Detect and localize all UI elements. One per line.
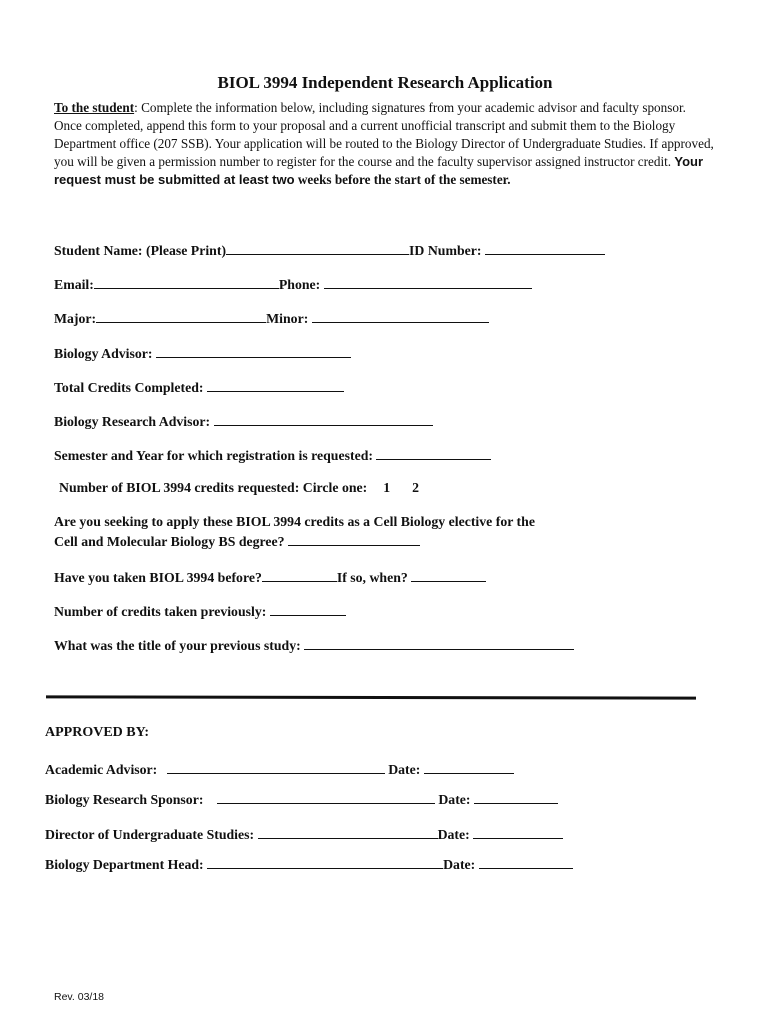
email-label: Email: bbox=[54, 277, 94, 292]
semester-year-label: Semester and Year for which registration is requested: bbox=[54, 448, 377, 463]
director-row bbox=[45, 825, 563, 843]
research-sponsor-label: Biology Research Sponsor: bbox=[45, 792, 207, 807]
credits-requested-label: Number of BIOL 3994 credits requested: Circle one: bbox=[59, 480, 368, 495]
director-date-label: Date: bbox=[437, 827, 474, 842]
if-so-when-field[interactable] bbox=[411, 568, 486, 582]
page-title: BIOL 3994 Independent Research Application bbox=[217, 73, 553, 92]
credits-previously-field[interactable] bbox=[270, 602, 346, 616]
major-label: Major: bbox=[54, 311, 97, 326]
previous-title-field[interactable] bbox=[304, 636, 574, 650]
phone-field[interactable] bbox=[324, 275, 532, 289]
cell-bio-question-row bbox=[54, 532, 420, 550]
research-advisor-row bbox=[54, 412, 433, 430]
deadline-notice: Your request must be submitted at least two bbox=[54, 154, 704, 187]
credits-requested-row bbox=[59, 480, 419, 496]
biology-advisor-label: Biology Advisor: bbox=[54, 346, 156, 361]
research-advisor-field[interactable] bbox=[214, 412, 433, 426]
instructions-paragraph bbox=[54, 99, 714, 189]
semester-year-field[interactable] bbox=[376, 446, 491, 460]
biology-advisor-field[interactable] bbox=[156, 344, 351, 358]
credits-previously-label: Number of credits taken previously: bbox=[54, 604, 270, 619]
research-advisor-label: Biology Research Advisor: bbox=[54, 414, 214, 429]
research-sponsor-signature[interactable] bbox=[217, 790, 435, 804]
student-name-row bbox=[54, 241, 605, 259]
taken-before-label: Have you taken BIOL 3994 before? bbox=[54, 570, 262, 585]
dept-head-signature[interactable] bbox=[207, 855, 443, 869]
student-name-label: Student Name: (Please Print) bbox=[54, 243, 227, 258]
total-credits-row bbox=[54, 378, 344, 396]
cell-bio-question-line1: Are you seeking to apply these BIOL 3994 credits as a Cell Biology elective for the bbox=[54, 514, 535, 529]
total-credits-field[interactable] bbox=[207, 378, 344, 392]
research-sponsor-row bbox=[45, 790, 558, 808]
id-number-field[interactable] bbox=[485, 241, 605, 255]
biology-advisor-row bbox=[54, 344, 351, 362]
instructions-lead: To the student bbox=[54, 100, 135, 115]
id-number-label: ID Number: bbox=[409, 243, 485, 258]
taken-before-row bbox=[54, 568, 486, 586]
section-divider bbox=[46, 695, 696, 699]
dept-head-label: Biology Department Head: bbox=[45, 857, 208, 872]
academic-advisor-label: Academic Advisor: bbox=[45, 762, 161, 777]
instructions-body: : Complete the information below, including signatures from your academic advisor and faculty sponsor. Once completed, append this form to your proposal and a current unofficial transcript and submit them to the Biology Department office (207 SSB). Your application will be routed to the Biology Director of Undergraduate Studies. If approved, you will be given a permission number to register for the course and the faculty supervisor assigned instructor credit. bbox=[54, 100, 714, 169]
dept-head-row bbox=[45, 855, 573, 873]
director-date[interactable] bbox=[473, 825, 563, 839]
student-name-field[interactable] bbox=[226, 241, 409, 255]
director-label: Director of Undergraduate Studies: bbox=[45, 827, 258, 842]
revision-label: Rev. 03/18 bbox=[54, 991, 105, 1003]
major-field[interactable] bbox=[96, 309, 266, 323]
cell-bio-answer-field[interactable] bbox=[288, 532, 420, 546]
credits-previously-row bbox=[54, 602, 346, 620]
minor-field[interactable] bbox=[312, 309, 489, 323]
dept-head-date[interactable] bbox=[479, 855, 573, 869]
research-sponsor-date[interactable] bbox=[474, 790, 558, 804]
research-sponsor-date-label: Date: bbox=[438, 792, 474, 807]
academic-advisor-date-label: Date: bbox=[388, 762, 424, 777]
phone-label: Phone: bbox=[278, 277, 324, 292]
if-so-when-label: If so, when? bbox=[336, 570, 412, 585]
director-signature[interactable] bbox=[258, 825, 438, 839]
academic-advisor-signature[interactable] bbox=[167, 760, 385, 774]
cell-bio-question-line2: Cell and Molecular Biology BS degree? bbox=[54, 534, 289, 549]
previous-title-label: What was the title of your previous study: bbox=[54, 638, 305, 653]
taken-before-field[interactable] bbox=[262, 568, 337, 582]
credit-option-1[interactable]: 1 bbox=[383, 480, 391, 495]
dept-head-date-label: Date: bbox=[443, 857, 479, 872]
major-minor-row bbox=[54, 309, 489, 327]
minor-label: Minor: bbox=[266, 311, 312, 326]
academic-advisor-date[interactable] bbox=[424, 760, 514, 774]
previous-title-row bbox=[54, 636, 574, 654]
approved-by-heading: APPROVED BY: bbox=[45, 725, 150, 740]
email-phone-row bbox=[54, 275, 532, 293]
deadline-notice-continued: weeks before the start of the semester. bbox=[297, 172, 511, 187]
email-field[interactable] bbox=[94, 275, 279, 289]
academic-advisor-row bbox=[45, 760, 514, 778]
total-credits-label: Total Credits Completed: bbox=[54, 380, 207, 395]
semester-year-row bbox=[54, 446, 491, 464]
credit-option-2[interactable]: 2 bbox=[412, 480, 420, 495]
